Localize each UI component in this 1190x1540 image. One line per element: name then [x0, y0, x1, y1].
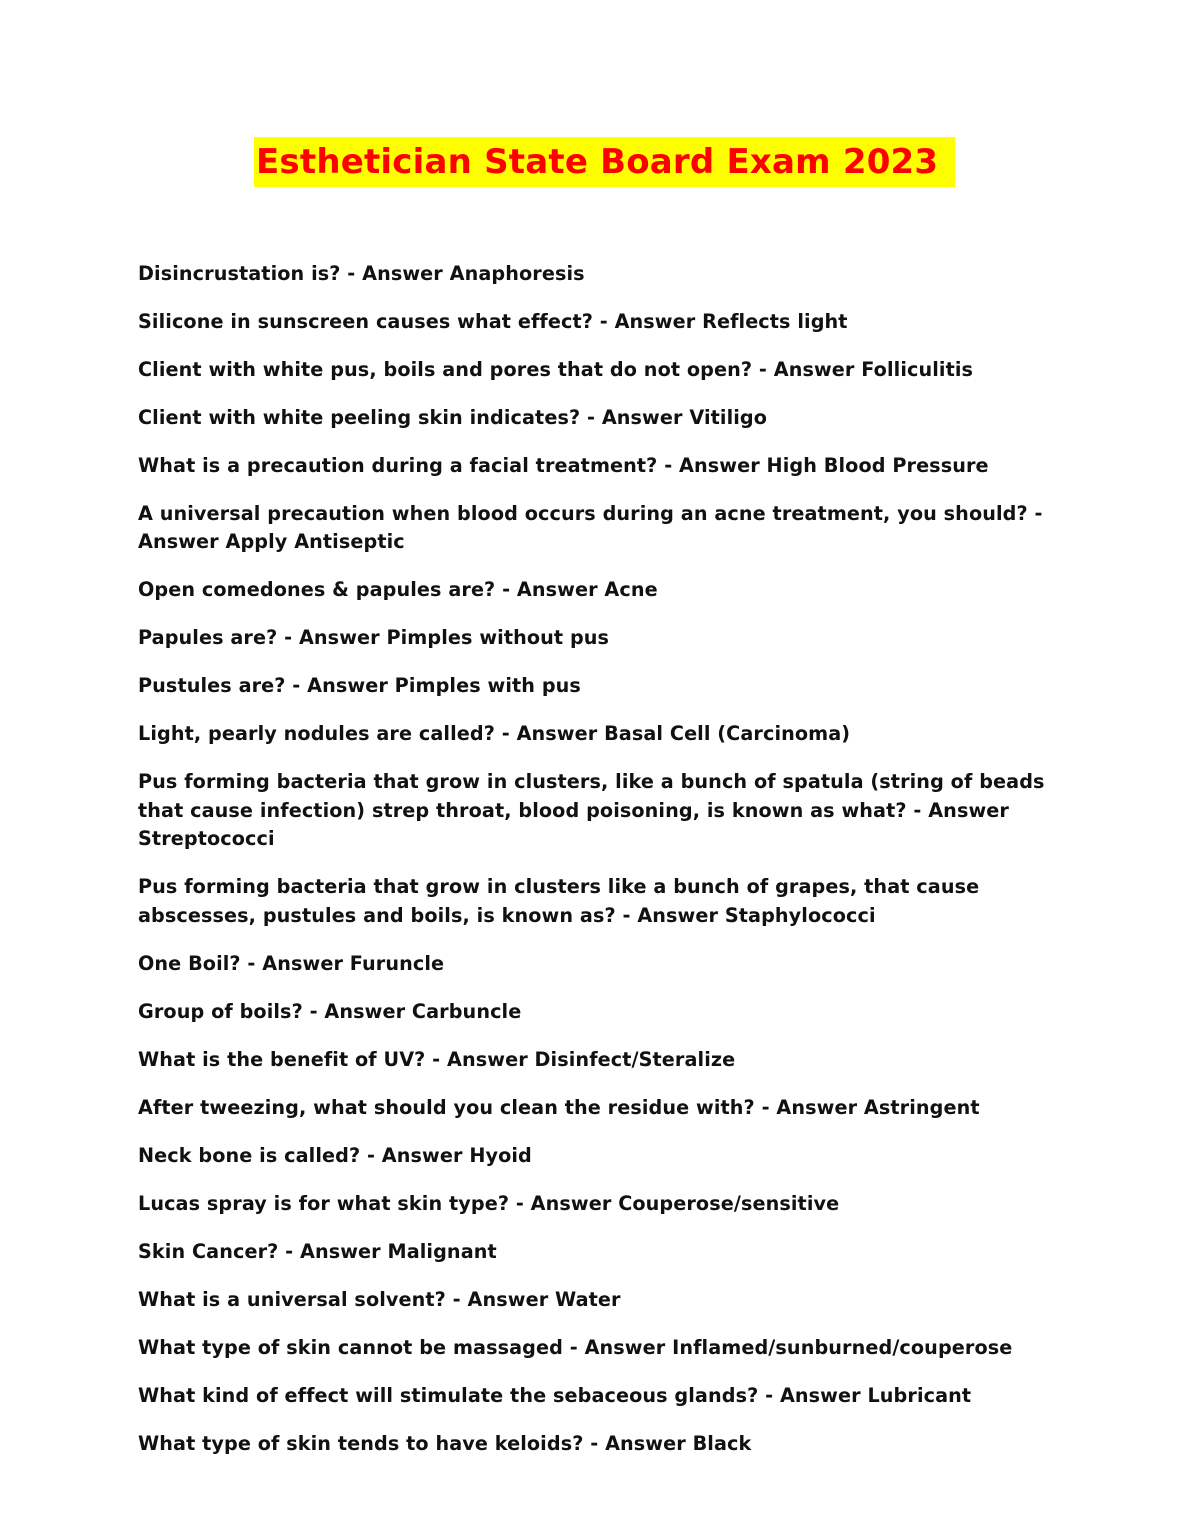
qa-item: What type of skin tends to have keloids? - Answer Black [138, 1431, 752, 1455]
page-title: Esthetician State Board Exam 2023 [256, 142, 939, 182]
qa-item: Pustules are? - Answer Pimples with pus [138, 674, 581, 698]
qa-item: Disincrustation is? - Answer Anaphoresis [138, 262, 585, 285]
qa-item: Lucas spray is for what skin type? - Answer Couperose/sensitive [138, 1191, 840, 1215]
qa-item: Group of boils? - Answer Carbuncle [138, 999, 522, 1023]
qa-item: Silicone in sunscreen causes what effect? - Answer Reflects light [138, 310, 848, 333]
qa-item: Skin Cancer? - Answer Malignant [138, 1239, 497, 1263]
qa-item: Open comedones & papules are? - Answer Acne [138, 578, 658, 602]
qa-item: Papules are? - Answer Pimples without pus [138, 626, 610, 650]
qa-item: Pus forming bacteria that grow in clusters, like a bunch of spatula (string of beads that cause infection) strep throat, blood poisoning, is known as what? - Answer Streptococci [138, 770, 1045, 851]
qa-item: What kind of effect will stimulate the sebaceous glands? - Answer Lubricant [138, 1383, 972, 1407]
qa-item: What type of skin cannot be massaged - Answer Inflamed/sunburned/couperose [138, 1335, 1013, 1359]
qa-item: One Boil? - Answer Furuncle [138, 951, 445, 975]
qa-item: Pus forming bacteria that grow in clusters like a bunch of grapes, that cause abscesses, pustules and boils, is known as? - Answer Staphylococci [138, 875, 980, 927]
title-highlight [254, 137, 955, 187]
qa-item: After tweezing, what should you clean the residue with? - Answer Astringent [138, 1095, 980, 1119]
qa-list [138, 260, 1068, 1478]
qa-item: Client with white peeling skin indicates? - Answer Vitiligo [138, 406, 768, 429]
qa-item: What is a precaution during a facial treatment? - Answer High Blood Pressure [138, 454, 989, 477]
qa-item: What is the benefit of UV? - Answer Disinfect/Steralize [138, 1047, 736, 1071]
qa-item: Neck bone is called? - Answer Hyoid [138, 1143, 532, 1167]
qa-item: What is a universal solvent? - Answer Water [138, 1287, 621, 1311]
qa-item: A universal precaution when blood occurs during an acne treatment, you should? - Answer Apply Antiseptic [138, 502, 1043, 554]
qa-item: Light, pearly nodules are called? - Answer Basal Cell (Carcinoma) [138, 722, 851, 746]
qa-item: Client with white pus, boils and pores that do not open? - Answer Folliculitis [138, 358, 974, 381]
